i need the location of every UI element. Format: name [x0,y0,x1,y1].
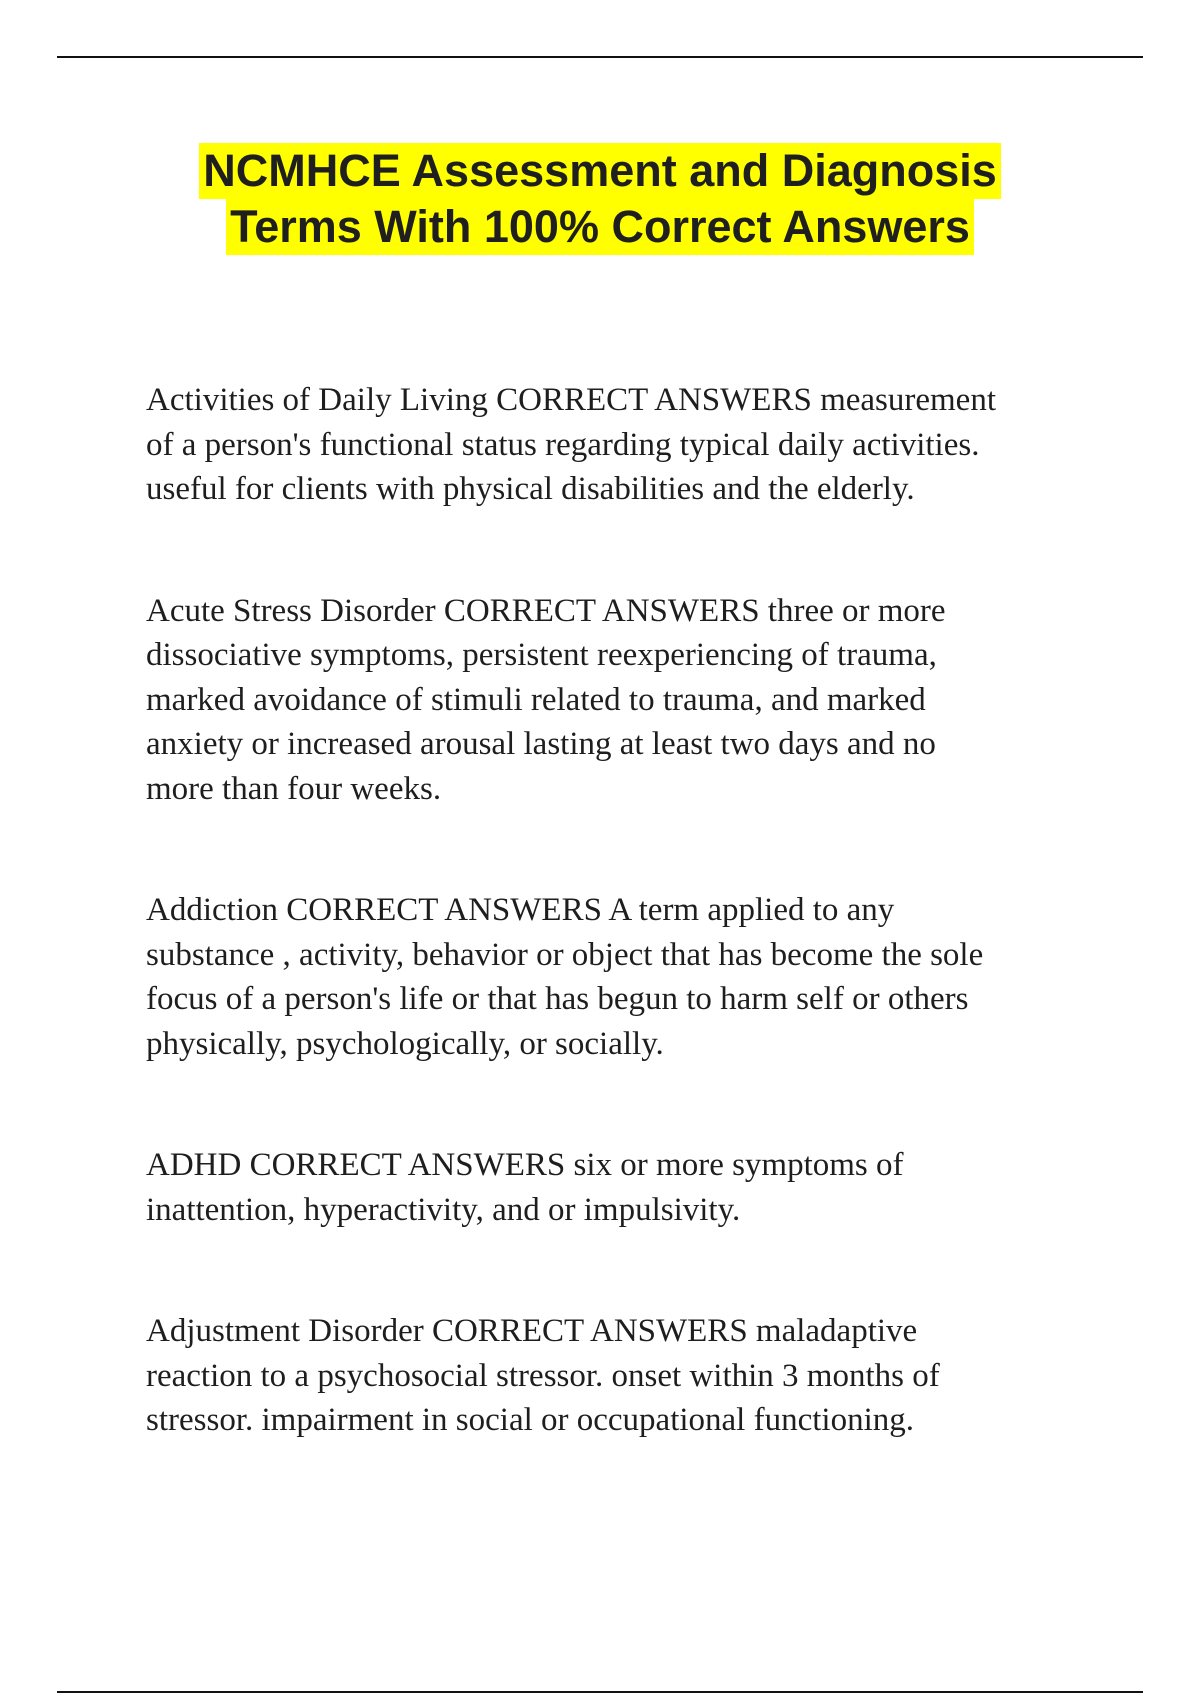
entry-line: ADHD CORRECT ANSWERS six or more symptoms of [146,1147,904,1183]
term-entry-activities-of-daily-living [146,378,1106,512]
term-entry-adhd [146,1143,1106,1232]
entry-line: anxiety or increased arousal lasting at least two days and no [146,726,936,762]
entry-line: substance , activity, behavior or object that has become the sole [146,936,984,973]
entry-line: of a person's functional status regarding typical daily activities. [146,426,980,463]
term-entry-acute-stress-disorder [146,589,1106,812]
top-divider [57,56,1143,58]
document-title [0,143,1200,255]
entry-line: more than four weeks. [146,770,442,807]
entry-line: reaction to a psychosocial stressor. onset within 3 months of [146,1357,940,1394]
entry-line: useful for clients with physical disabilities and the elderly. [146,471,915,507]
title-line-1: NCMHCE Assessment and Diagnosis [199,143,1001,199]
entry-line: Activities of Daily Living CORRECT ANSWERS measurement [146,382,996,418]
entry-line: Addiction CORRECT ANSWERS A term applied to any [146,892,895,928]
term-list [146,378,1106,1520]
entry-line: stressor. impairment in social or occupational functioning. [146,1402,914,1438]
term-entry-addiction [146,888,1106,1066]
entry-line: dissociative symptoms, persistent reexperiencing of trauma, [146,637,937,673]
entry-line: physically, psychologically, or socially. [146,1025,664,1062]
entry-line: Adjustment Disorder CORRECT ANSWERS maladaptive [146,1313,918,1349]
entry-line: inattention, hyperactivity, and or impulsivity. [146,1191,741,1228]
entry-line: marked avoidance of stimuli related to trauma, and marked [146,681,926,718]
entry-line: Acute Stress Disorder CORRECT ANSWERS three or more [146,592,946,629]
title-line-2: Terms With 100% Correct Answers [226,199,974,255]
bottom-divider [57,1691,1143,1693]
term-entry-adjustment-disorder [146,1309,1106,1443]
entry-line: focus of a person's life or that has begun to harm self or others [146,981,969,1017]
